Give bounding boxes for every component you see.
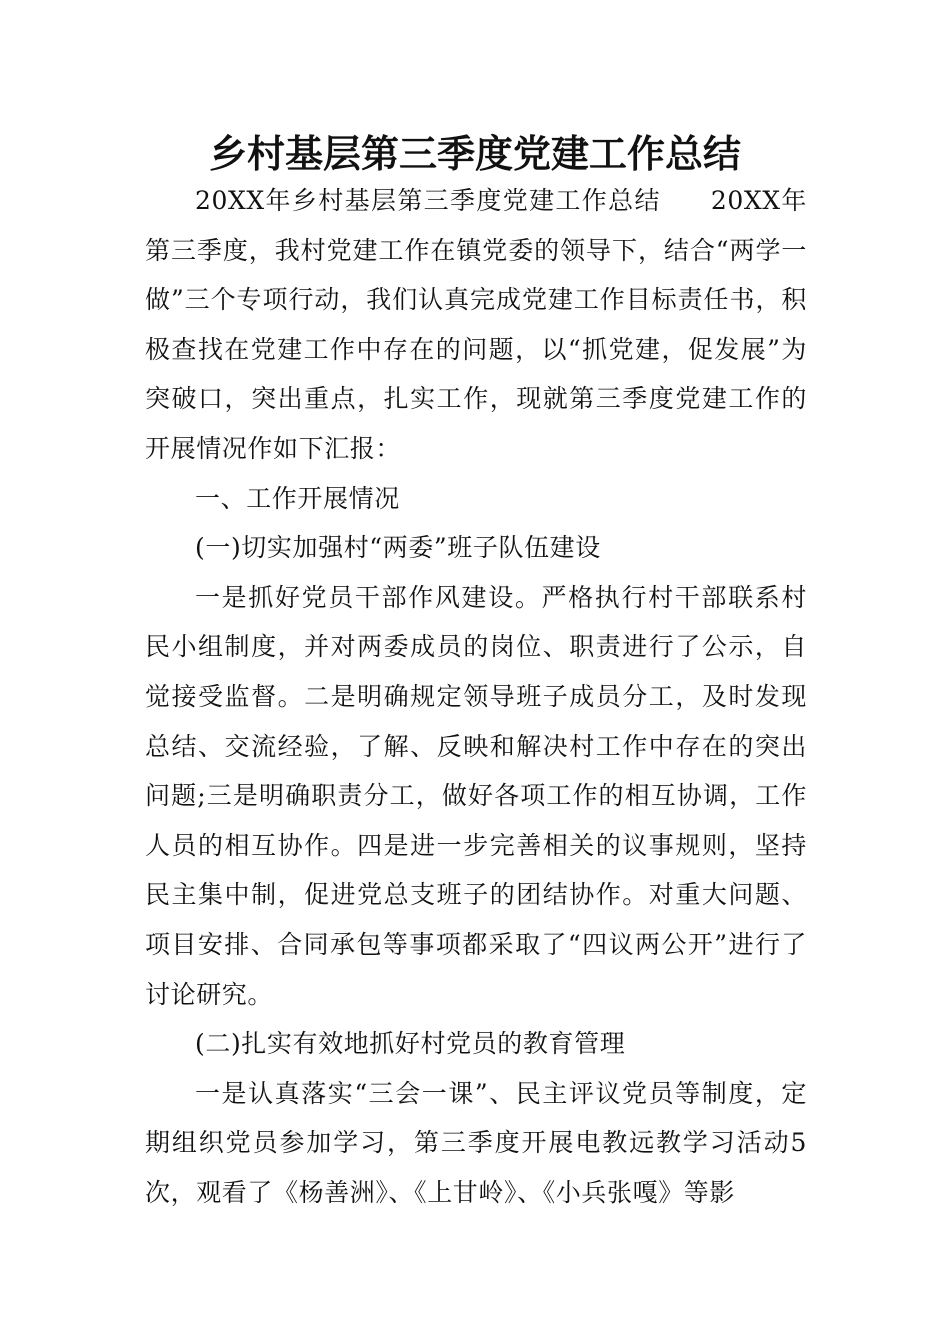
intro-rest: 20XX年第三季度，我村党建工作在镇党委的领导下，结合“两学一做”三个专项行动，我们认真完成党建工作目标责任书，积极查找在党建工作中存在的问题，以“抓党建，促发展”为突破口，突出重点，扎实工作，现就第三季度党建工作的开展情况作如下汇报： (145, 186, 807, 463)
intro-paragraph (145, 176, 807, 474)
document-title: 乡村基层第三季度党建工作总结 (208, 131, 741, 176)
intro-lead: 20XX年乡村基层第三季度党建工作总结 (195, 186, 661, 215)
subsection-heading-1: (一)切实加强村“两委”班子队伍建设 (195, 533, 601, 563)
subsection-body-2: 一是认真落实“三会一课”、民主评议党员等制度，定期组织党员参加学习，第三季度开展电教远教学习活动5次，观看了《杨善洲》、《上甘岭》、《小兵张嘎》等影 (145, 1078, 807, 1207)
section-heading: 一、工作开展情况 (195, 483, 400, 513)
document-body (145, 176, 807, 1217)
subsection-heading-2: (二)扎实有效地抓好村党员的教育管理 (195, 1029, 626, 1059)
subsection-body-1: 一是抓好党员干部作风建设。严格执行村干部联系村民小组制度，并对两委成员的岗位、职责进行了公示，自觉接受监督。二是明确规定领导班子成员分工，及时发现总结、交流经验，了解、反映和解决村工作中存在的突出问题;三是明确职责分工，做好各项工作的相互协调，工作人员的相互协作。四是进一步完善相关的议事规则，坚持民主集中制，促进党总支班子的团结协作。对重大问题、项目安排、合同承包等事项都采取了“四议两公开”进行了讨论研究。 (145, 582, 807, 1009)
